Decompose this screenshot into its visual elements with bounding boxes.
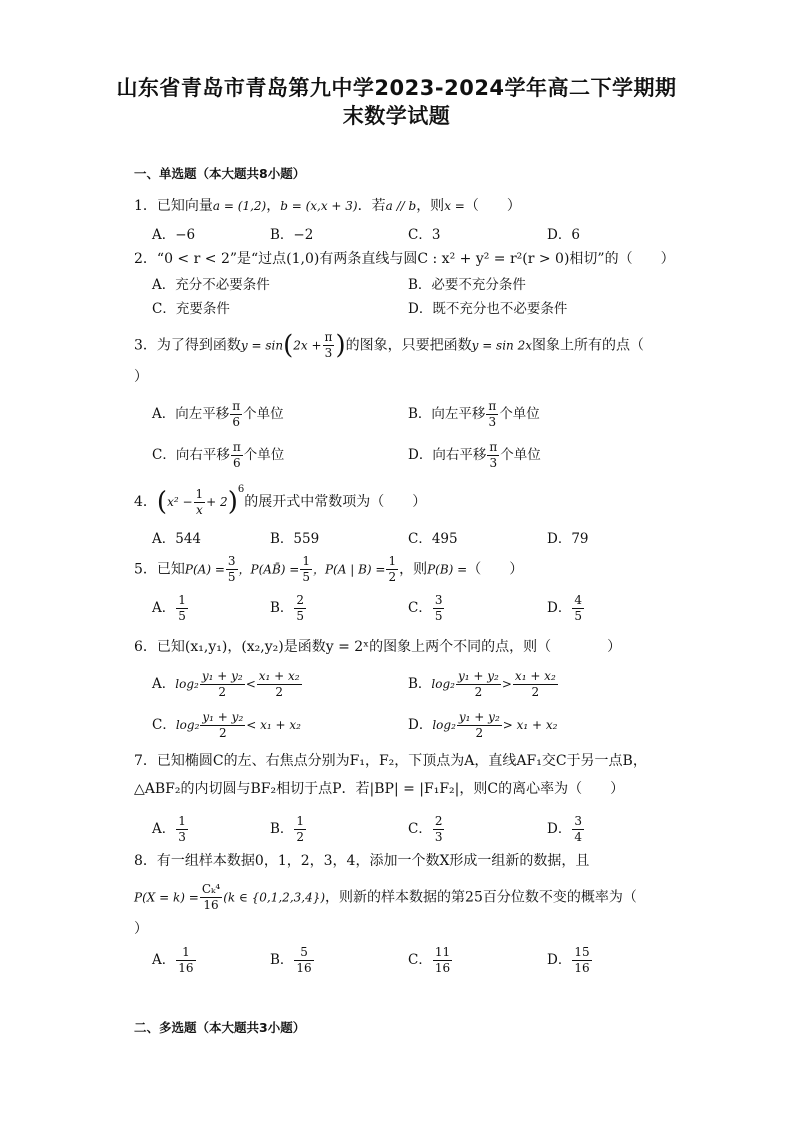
question-6 <box>134 636 621 656</box>
option-d <box>547 814 585 845</box>
option-label: A． <box>152 821 176 837</box>
option-fraction <box>457 710 502 741</box>
denominator: 2 <box>296 830 305 844</box>
fraction <box>386 554 398 585</box>
numerator: π <box>489 440 498 454</box>
numerator: 1 <box>302 554 310 568</box>
paren-right: ) <box>227 487 238 517</box>
option-label: C． <box>408 600 432 616</box>
numerator: 11 <box>434 945 451 959</box>
answer-blank: （ ） <box>464 198 521 214</box>
option-b: B．559 <box>270 531 320 547</box>
numerator: 1 <box>195 486 204 501</box>
fraction <box>300 554 312 585</box>
question-text: 已知向量 <box>156 198 213 214</box>
option-text: B．向左平移 <box>408 406 486 422</box>
denominator: 5 <box>302 570 310 584</box>
denominator: 5 <box>434 609 443 623</box>
exponent: 6 <box>237 484 245 495</box>
denominator: 16 <box>203 898 219 912</box>
numerator: 3 <box>434 593 443 607</box>
option-d <box>408 440 541 471</box>
option-a: A．−6 <box>152 227 196 243</box>
option-fraction <box>433 945 452 976</box>
option-c <box>152 440 284 471</box>
denominator: 3 <box>488 415 497 429</box>
option-label: C． <box>152 717 176 733</box>
option-b: B．必要不充分条件 <box>408 277 526 293</box>
question-text: “0 < r < 2”是“过点(1,0)有两条直线与圆C : x² + y² = r²(r > 0)相切”的（ ） <box>156 251 675 267</box>
numerator: 1 <box>178 593 186 607</box>
question-text: ，则 <box>416 198 445 214</box>
option-fraction <box>200 710 245 741</box>
vector-b: b = (x,x + 3) <box>280 199 358 213</box>
denominator: 3 <box>178 830 186 844</box>
question-text: 已知 <box>156 561 185 578</box>
option-label: B． <box>270 821 294 837</box>
option-label: A． <box>152 676 176 692</box>
expression-part: x² − <box>167 495 193 509</box>
question-text: 已知(x₁,y₁)，(x₂,y₂)是函数y = 2ˣ的图象上两个不同的点，则（ ） <box>156 639 622 655</box>
denominator: 6 <box>232 415 241 429</box>
option-label: C． <box>408 821 432 837</box>
question-number: 4． <box>134 494 157 510</box>
function-argument: 2x + <box>293 338 322 353</box>
option-c <box>152 710 301 741</box>
denominator: 16 <box>574 961 590 975</box>
section-heading-multiple-choice: 二、多选题（本大题共3小题） <box>134 1020 306 1035</box>
probability-a: P(A) = <box>184 562 225 577</box>
question-2 <box>134 248 675 268</box>
question-8 <box>134 850 589 870</box>
numerator: π <box>232 440 241 454</box>
option-label: B． <box>270 600 294 616</box>
question-number: 6． <box>134 639 157 655</box>
denominator: 2 <box>218 685 227 699</box>
conditional-probability: ，P(A | B) = <box>312 562 386 577</box>
probability-a-not-b: ，P(AB̄) = <box>238 562 300 577</box>
question-number: 7． <box>134 753 157 769</box>
option-fraction <box>230 399 242 430</box>
denominator: 4 <box>574 830 582 844</box>
numerator: 4 <box>574 593 582 607</box>
option-b <box>270 593 307 624</box>
question-text: ，则新的样本数据的第25百分位数不变的概率为（ <box>325 889 637 906</box>
option-text: 个单位 <box>499 406 540 422</box>
paren-left: ( <box>283 330 294 361</box>
option-fraction <box>572 945 591 976</box>
option-a <box>152 814 189 845</box>
option-fraction <box>231 440 243 471</box>
option-fraction <box>433 814 445 845</box>
paren-left: ( <box>156 487 168 517</box>
combination-fraction <box>200 882 222 913</box>
question-8-line2 <box>134 882 637 913</box>
question-number: 8． <box>134 853 157 869</box>
option-label: D． <box>408 717 433 733</box>
option-b <box>408 669 559 700</box>
option-text: C．向右平移 <box>152 447 230 463</box>
option-label: D． <box>547 821 572 837</box>
numerator: 3 <box>574 814 582 828</box>
log-base-2: log₂ <box>175 677 199 691</box>
denominator: 2 <box>474 685 483 699</box>
option-d <box>408 710 557 741</box>
numerator: 1 <box>178 814 186 828</box>
question-text: 有一组样本数据0，1，2，3，4，添加一个数X形成一组新的数据，且 <box>156 853 590 869</box>
option-fraction <box>176 814 188 845</box>
denominator: 2 <box>388 570 397 584</box>
denominator: 16 <box>434 961 451 975</box>
section-heading-single-choice: 一、单选题（本大题共8小题） <box>134 166 306 181</box>
option-text: 个单位 <box>500 447 541 463</box>
option-a: A．544 <box>152 531 202 547</box>
option-c <box>408 814 445 845</box>
option-text: 个单位 <box>243 447 285 463</box>
option-fraction <box>456 669 501 700</box>
option-fraction <box>257 669 302 700</box>
option-label: D． <box>547 952 572 968</box>
denominator: 3 <box>489 456 498 470</box>
numerator: y₁ + y₂ <box>457 669 499 683</box>
option-c <box>408 945 453 976</box>
numerator: y₁ + y₂ <box>458 710 500 724</box>
question-3 <box>134 330 644 361</box>
denominator: 2 <box>219 726 227 740</box>
option-a <box>152 669 303 700</box>
option-d <box>547 945 593 976</box>
question-text: ，则 <box>399 561 428 578</box>
question-number: 1． <box>134 198 157 214</box>
question-text: 图象上所有的点（ <box>532 337 644 354</box>
question-number: 2． <box>134 251 157 267</box>
relation: > x₁ + x₂ <box>502 718 558 732</box>
option-c: C．3 <box>408 227 441 243</box>
probability-expression: P(X = k) = <box>134 890 199 905</box>
numerator: 2 <box>296 593 305 607</box>
numerator: Cₖ⁴ <box>201 882 221 896</box>
option-c: C．充要条件 <box>152 301 230 317</box>
option-label: A． <box>152 952 176 968</box>
denominator: 2 <box>531 685 540 699</box>
page-title-line1: 山东省青岛市青岛第九中学2023-2024学年高二下学期期 <box>116 76 677 100</box>
question-number: 3． <box>134 337 157 354</box>
separator: ， <box>266 198 281 214</box>
numerator: 3 <box>227 554 236 568</box>
option-fraction <box>294 945 313 976</box>
denominator: 2 <box>475 726 484 740</box>
numerator: 5 <box>294 945 313 961</box>
question-text: 已知椭圆C的左、右焦点分别为F₁，F₂，下顶点为A，直线AF₁交C于另一点B，△ABF₂的内切圆与BF₂相切于点P．若|BP| = |F₁F₂|，则C的离心率为（ ） <box>134 753 647 797</box>
denominator: x <box>195 502 203 517</box>
option-c: C．495 <box>408 531 458 547</box>
option-c <box>408 593 445 624</box>
relation: < x₁ + x₂ <box>246 718 301 732</box>
fraction <box>226 554 238 585</box>
option-a <box>152 399 284 430</box>
denominator: 5 <box>574 609 582 623</box>
option-fraction <box>486 399 498 430</box>
question-text: 的展开式中常数项为（ ） <box>244 494 427 510</box>
option-label: B． <box>270 952 294 968</box>
question-text: ．若 <box>357 198 386 214</box>
denominator: 16 <box>178 961 194 975</box>
option-label: B． <box>408 676 432 692</box>
expression-part: + 2 <box>206 495 228 509</box>
option-d: D．既不充分也不必要条件 <box>408 301 568 317</box>
denominator: 3 <box>324 346 333 360</box>
question-1 <box>134 195 521 215</box>
log-base-2: log₂ <box>175 718 200 732</box>
function-expression: y = sin <box>240 338 284 353</box>
parallel-condition: a // b <box>385 199 417 213</box>
numerator: x₁ + x₂ <box>258 669 300 683</box>
denominator: 5 <box>178 609 186 623</box>
numerator: π <box>324 330 333 344</box>
page-title-line2: 末数学试题 <box>342 104 451 128</box>
question-text: 的图象，只要把函数 <box>345 337 472 354</box>
option-label: C． <box>408 952 432 968</box>
numerator: π <box>488 399 497 413</box>
question-8-continuation: ） <box>134 921 148 937</box>
option-label: A． <box>152 600 176 616</box>
question-number: 5． <box>134 561 157 578</box>
option-fraction <box>200 669 245 700</box>
option-text: 个单位 <box>243 406 284 422</box>
option-d: D．6 <box>547 227 580 243</box>
denominator: 6 <box>232 456 241 470</box>
k-domain: (k ∈ {0,1,2,3,4}) <box>223 890 326 905</box>
numerator: 1 <box>296 814 305 828</box>
paren-right: ) <box>335 330 346 361</box>
probability-b: P(B) = <box>427 562 468 577</box>
relation: < <box>245 677 256 691</box>
numerator: 2 <box>434 814 443 828</box>
option-a <box>152 593 189 624</box>
denominator: 16 <box>296 961 312 975</box>
question-text: 为了得到函数 <box>156 337 241 354</box>
option-b <box>270 945 315 976</box>
vector-a: a = (1,2) <box>212 199 267 213</box>
numerator: 1 <box>388 554 397 568</box>
option-text: A．向左平移 <box>152 406 230 422</box>
numerator: x₁ + x₂ <box>514 669 556 683</box>
option-fraction <box>433 593 445 624</box>
fraction-pi-over-3 <box>323 330 335 361</box>
option-a <box>152 945 197 976</box>
option-a: A．充分不必要条件 <box>152 277 270 293</box>
option-d: D．79 <box>547 531 589 547</box>
option-fraction <box>176 593 188 624</box>
option-fraction <box>294 814 306 845</box>
option-fraction <box>487 440 499 471</box>
option-fraction <box>176 945 195 976</box>
question-3-continuation: ） <box>134 369 148 385</box>
log-base-2: log₂ <box>431 677 455 691</box>
fraction-one-over-x <box>194 487 206 518</box>
option-text: D．向右平移 <box>408 447 487 463</box>
numerator: y₁ + y₂ <box>201 669 243 683</box>
denominator: 2 <box>275 685 283 699</box>
option-b <box>270 814 307 845</box>
numerator: 1 <box>176 945 195 961</box>
option-label: D． <box>547 600 572 616</box>
option-b <box>408 399 540 430</box>
question-4 <box>134 484 426 518</box>
option-d <box>547 593 585 624</box>
denominator: 5 <box>296 609 305 623</box>
question-5 <box>134 554 523 585</box>
option-fraction <box>513 669 558 700</box>
log-base-2: log₂ <box>432 718 456 732</box>
numerator: π <box>232 399 241 413</box>
numerator: 15 <box>574 945 590 959</box>
option-fraction <box>572 593 584 624</box>
base-function: y = sin 2x <box>471 338 532 353</box>
option-fraction <box>572 814 584 845</box>
option-fraction <box>294 593 306 624</box>
denominator: 5 <box>227 570 236 584</box>
option-b: B．−2 <box>270 227 314 243</box>
numerator: y₁ + y₂ <box>202 710 244 724</box>
relation: > <box>501 677 512 691</box>
denominator: 3 <box>434 830 443 844</box>
question-7 <box>134 747 679 803</box>
answer-blank: （ ） <box>467 561 524 578</box>
unknown-x: x = <box>444 199 465 213</box>
